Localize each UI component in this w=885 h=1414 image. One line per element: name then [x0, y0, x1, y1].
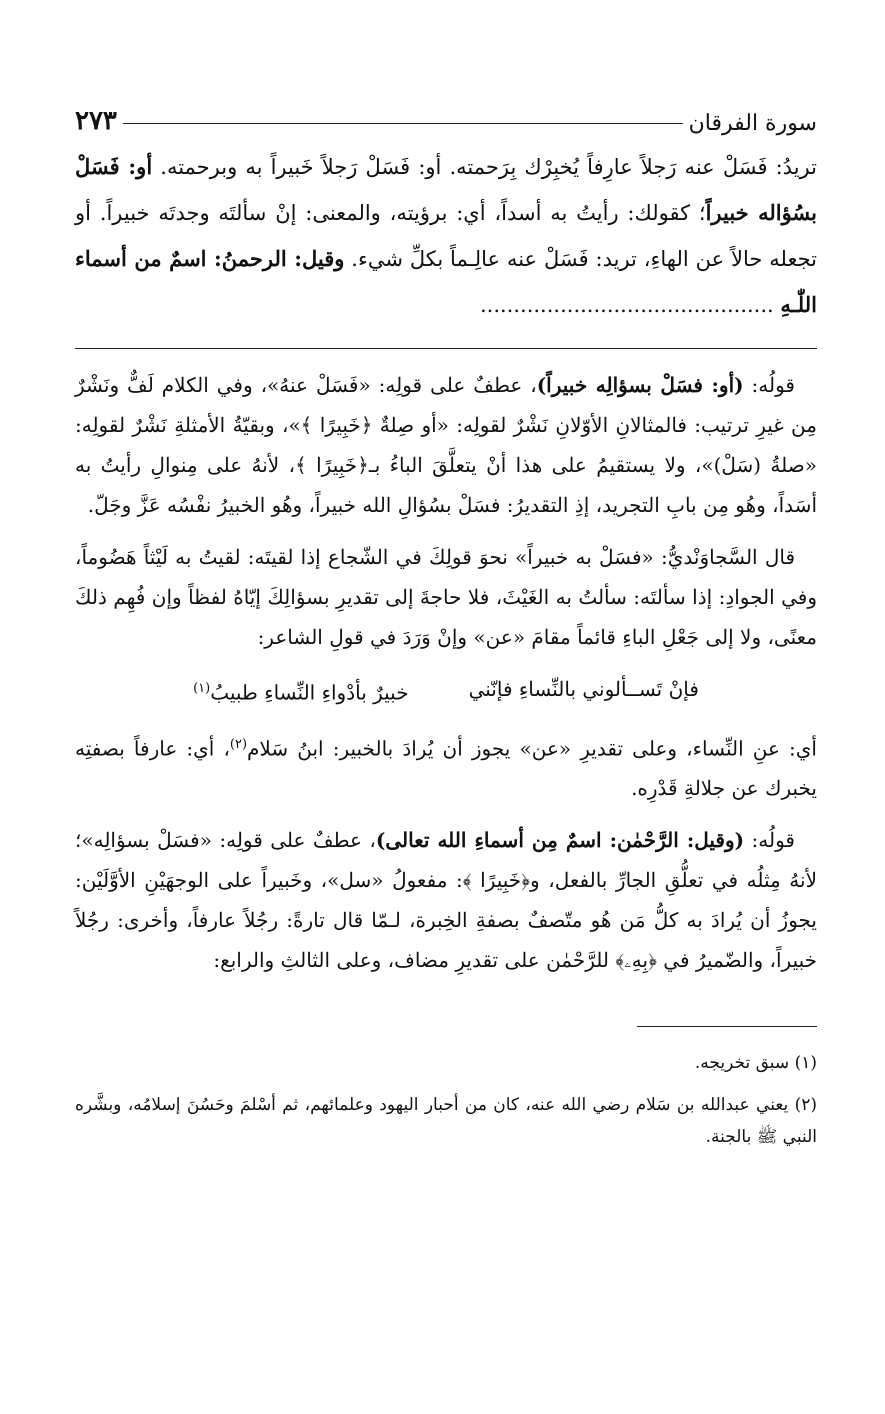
footnote-separator — [637, 1026, 817, 1027]
ellipsis-dots: ............................................ — [479, 293, 774, 317]
tafsir-bold-2: وقيل: الرحمنُ: اسمٌ من أسماء اللّٰـهِ — [75, 246, 817, 317]
paragraph-body: ، عطفٌ على قولِه: «فسَلْ بسؤالِه»؛ لأنهُ مِثلُه في تعلُّقِ الجارِّ بالفعل، و﴿خَبِيرًا ﴾: مفعولُ «سل»، وخَبيراً على الوجهَيْنِ الأوَّلَيْن: يجوزُ أن يُرادَ به كلُّ مَن هُو متّصفٌ بصفةِ الخِبرة، لـمّا قال تارةً: رجُلاً عارفاً، وأخرى: رجُلاً خبيراً، والضّميرُ في ﴿بِهِۦ﴾ للرَّحْمٰن على تقديرِ مضاف، وعلى الثالثِ والرابع: — [75, 828, 817, 973]
commentary-paragraph-2: قال السَّجاوَنْديُّ: «فسَلْ به خبيراً» نحوَ قولِكَ في الشّجاع إذا لقيتَه: لقيتُ به لَيْثاً هَضُوماً، وفي الجوادِ: إذا سألتَه: سألتُ به الغَيْثَ، فلا حاجةَ إلى تقديرِ بسؤالِكَ إيّاهُ لفظاً وإن فُهِم ذلكَ معنًى، ولا إلى جَعْلِ الباءِ قائماً مقامَ «عن» وإنْ وَرَدَ في قولِ الشاعر: — [75, 545, 817, 649]
footnote-ref-1: (١) — [193, 681, 211, 696]
poetry-verse — [75, 669, 817, 713]
quoted-phrase: (أو: فسَلْ بسؤالِه خبيراً) — [536, 373, 744, 397]
tafsir-bold-1: أو: فَسَلْ بسُؤاله خبيراً — [75, 154, 818, 225]
verse-first-hemistich: فإنْ تَســألوني بالنِّساءِ فإنّني — [468, 677, 699, 701]
tafsir-line-1: تريدُ: فَسَلْ عنه رَجلاً عارِفاً يُخبِرْك بِرَحمته. أو: فَسَلْ رَجلاً خَبيراً به وبرحمته. — [152, 155, 817, 179]
page-header — [75, 92, 817, 136]
paragraph-body: ، عطفٌ على قولِه: «فَسَلْ عنهُ»، وفي الكلام لَفٌّ ونَشْرٌ مِن غيرِ ترتيب: فالمثالانِ الأوّلانِ نَشْرٌ لقولِه: «أو صِلةٌ ﴿خَبِيرًا ﴾»، وبقيّةُ الأمثلةِ نَشْرٌ لقولِه: «صلةُ (سَلْ)»، ولا يستقيمُ على هذا أنْ يتعلَّقَ الباءُ بـ﴿خَبِيرًا ﴾، لأنهُ على مِنوالِ رأيتُ به أسَداً، وهُو مِن بابِ التجريد، إذِ التقديرُ: فسَلْ بسُؤالِ الله خبيراً، وهُو الخبيرُ نفْسُه عَزَّ وجَلّ. — [75, 373, 817, 517]
page-number: ٢٧٣ — [75, 106, 117, 136]
verse-second-text: خبيرٌ بأدْواءِ النِّساءِ طبيبُ — [210, 680, 409, 705]
paragraph-lead: قولُه: — [743, 373, 795, 397]
footnote-1: (١) سبق تخريجه. — [694, 1053, 817, 1074]
tafsir-paragraph — [75, 144, 817, 328]
tafsir-line-2: ؛ كقولك: رأيتُ به أسداً، أي: برؤيته، والمعنى: إنْ سألتَه وجدتَه خبيراً. أو تجعله حالاً عن الهاءِ، تريد: فَسَلْ عنه عالِـماً بكلِّ شيء. — [75, 201, 817, 271]
tafsir-text — [75, 144, 817, 328]
paragraph-body: أي: عنِ النِّساء، وعلى تقديرِ «عن» يجوز أن يُرادَ بالخبير: ابنُ سَلام — [247, 736, 817, 761]
commentary-paragraph-4 — [75, 820, 817, 980]
footnote-2: (٢) يعني عبدالله بن سَلام رضي الله عنه، كان من أحبار اليهود وعلمائهم، ثم أسْلمَ وحَسُنَ إسلامُه، وبشَّره النبي ﷺ بالجنة. — [75, 1095, 817, 1148]
verse-second-hemistich — [193, 669, 409, 713]
surah-title: سورة الفرقان — [688, 111, 817, 136]
commentary-paragraph-1 — [75, 365, 817, 525]
book-page — [75, 92, 817, 1374]
commentary-paragraph-3 — [75, 725, 817, 809]
commentary-text — [75, 365, 817, 980]
quoted-phrase: (وقيل: الرَّحْمٰن: اسمٌ مِن أسماءِ الله تعالى) — [375, 828, 745, 853]
footnote-ref-2: (٢) — [229, 736, 248, 752]
paragraph-body-end: ، أي: عارفاً بصفتِه يخبرك عن جلالةِ قَدْرِه. — [75, 736, 817, 801]
paragraph-lead: قولُه: — [744, 828, 795, 853]
header-rule — [123, 123, 683, 124]
section-divider — [75, 348, 817, 349]
footnotes — [75, 1047, 817, 1153]
